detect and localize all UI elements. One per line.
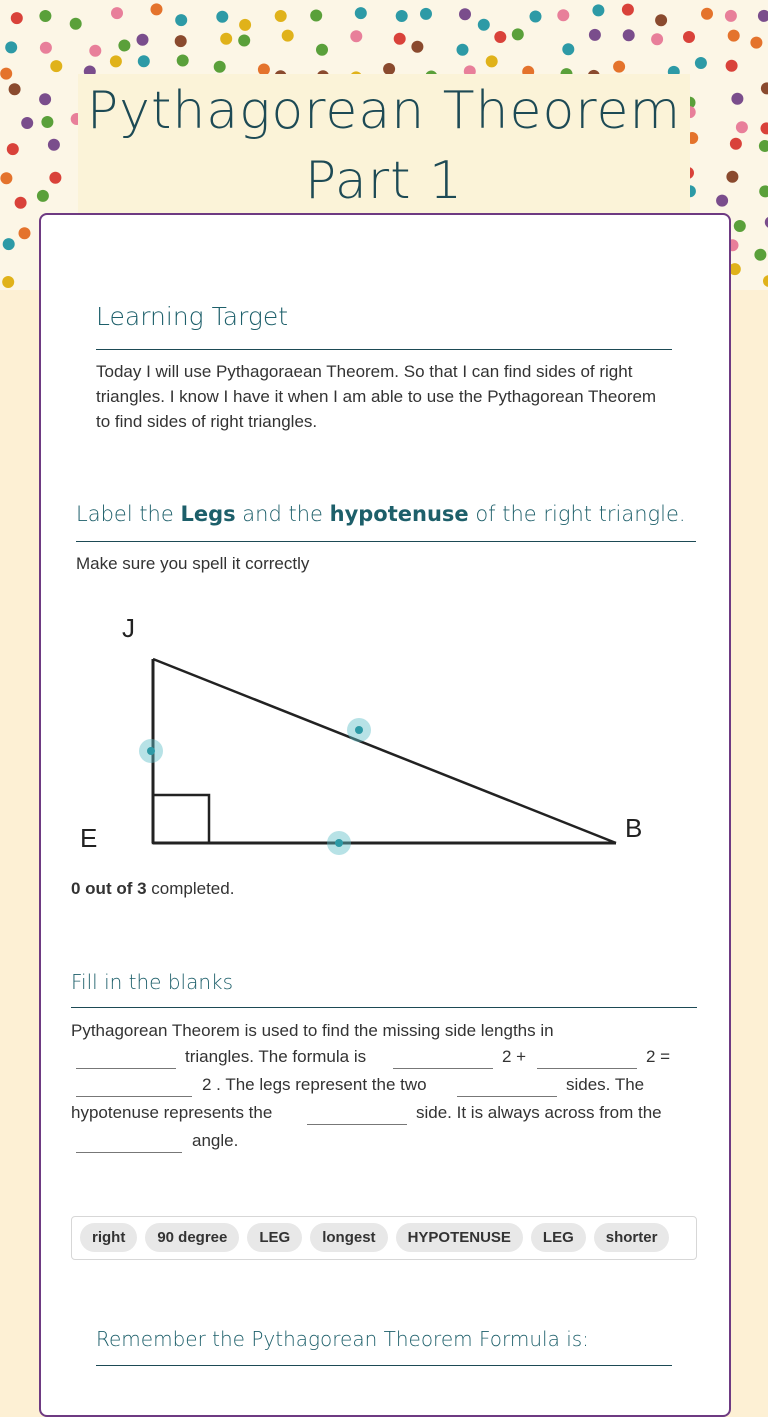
decorative-dot — [89, 45, 101, 57]
word-chip-longest[interactable]: longest — [310, 1223, 387, 1252]
decorative-dot — [9, 83, 21, 95]
decorative-dot — [5, 41, 17, 53]
decorative-dot — [2, 276, 14, 288]
fill-blanks-heading: Fill in the blanks — [71, 970, 233, 994]
decorative-dot — [512, 28, 524, 40]
title-line-1: Pythagorean Theorem — [78, 76, 690, 146]
decorative-dot — [557, 9, 569, 21]
blank-3[interactable] — [537, 1050, 637, 1069]
decorative-dot — [40, 42, 52, 54]
label-hotspot-vertical-leg[interactable] — [139, 739, 163, 763]
divider — [96, 1365, 672, 1366]
decorative-dot — [716, 195, 728, 207]
decorative-dot — [457, 44, 469, 56]
blank-6[interactable] — [307, 1106, 407, 1125]
word-chip-leg[interactable]: LEG — [531, 1223, 586, 1252]
fill-text-segment: sides. The — [566, 1072, 644, 1097]
decorative-dot — [494, 31, 506, 43]
fill-text-segment: side. It is always across from the — [416, 1100, 662, 1125]
decorative-dot — [728, 30, 740, 42]
decorative-dot — [530, 11, 542, 23]
decorative-dot — [613, 61, 625, 73]
decorative-dot — [683, 31, 695, 43]
decorative-dot — [37, 190, 49, 202]
blank-1[interactable] — [76, 1050, 176, 1069]
decorative-dot — [350, 30, 362, 42]
decorative-dot — [730, 138, 742, 150]
hypotenuse-jb — [153, 659, 616, 843]
decorative-dot — [734, 220, 746, 232]
decorative-dot — [562, 43, 574, 55]
decorative-dot — [177, 55, 189, 67]
learning-target-text: Today I will use Pythagoraean Theorem. So that I can find sides of right triangles. I know I have it when I am able to use the Pythagorean Theorem to find sides of right triangles. — [96, 359, 666, 434]
decorative-dot — [111, 7, 123, 19]
decorative-dot — [731, 93, 743, 105]
decorative-dot — [7, 143, 19, 155]
decorative-dot — [316, 44, 328, 56]
decorative-dot — [754, 249, 766, 261]
label-instruction: Make sure you spell it correctly — [76, 551, 309, 576]
page-title — [78, 76, 690, 216]
decorative-dot — [41, 116, 53, 128]
word-chip-shorter[interactable]: shorter — [594, 1223, 670, 1252]
decorative-dot — [396, 10, 408, 22]
decorative-dot — [0, 172, 12, 184]
decorative-dot — [21, 117, 33, 129]
progress-text: 0 out of 3 completed. — [71, 876, 234, 901]
decorative-dot — [39, 93, 51, 105]
blank-2[interactable] — [393, 1050, 493, 1069]
decorative-dot — [15, 197, 27, 209]
decorative-dot — [275, 10, 287, 22]
decorative-dot — [622, 4, 634, 16]
decorative-dot — [478, 19, 490, 31]
vertex-e-label: E — [80, 823, 97, 853]
fill-text-segment: 2 = — [646, 1044, 670, 1069]
right-angle-marker — [153, 795, 209, 843]
decorative-dot — [750, 37, 762, 49]
word-chip-right[interactable]: right — [80, 1223, 137, 1252]
decorative-dot — [220, 33, 232, 45]
vertex-b-label: B — [625, 813, 642, 843]
decorative-dot — [175, 14, 187, 26]
decorative-dot — [486, 55, 498, 67]
decorative-dot — [19, 227, 31, 239]
decorative-dot — [138, 55, 150, 67]
decorative-dot — [11, 12, 23, 24]
decorative-dot — [761, 82, 768, 94]
decorative-dot — [459, 8, 471, 20]
decorative-dot — [355, 7, 367, 19]
decorative-dot — [763, 275, 768, 287]
decorative-dot — [651, 33, 663, 45]
fill-text-segment: hypotenuse represents the — [71, 1100, 272, 1125]
decorative-dot — [310, 10, 322, 22]
fill-text-segment: triangles. The formula is — [185, 1044, 366, 1069]
word-chip-90-degree[interactable]: 90 degree — [145, 1223, 239, 1252]
word-bank — [71, 1216, 697, 1260]
divider — [71, 1007, 697, 1008]
decorative-dot — [48, 139, 60, 151]
decorative-dot — [282, 30, 294, 42]
decorative-dot — [3, 238, 15, 250]
decorative-dot — [239, 19, 251, 31]
decorative-dot — [49, 172, 61, 184]
decorative-dot — [759, 140, 768, 152]
decorative-dot — [589, 29, 601, 41]
decorative-dot — [759, 185, 768, 197]
decorative-dot — [726, 60, 738, 72]
decorative-dot — [151, 3, 163, 15]
decorative-dot — [118, 40, 130, 52]
decorative-dot — [110, 55, 122, 67]
decorative-dot — [70, 18, 82, 30]
decorative-dot — [411, 41, 423, 53]
decorative-dot — [137, 34, 149, 46]
word-chip-leg[interactable]: LEG — [247, 1223, 302, 1252]
blank-4[interactable] — [76, 1078, 192, 1097]
divider — [96, 349, 672, 350]
decorative-dot — [726, 171, 738, 183]
decorative-dot — [0, 68, 12, 80]
decorative-dot — [216, 11, 228, 23]
label-hotspot-hypotenuse[interactable] — [347, 718, 371, 742]
decorative-dot — [39, 10, 51, 22]
decorative-dot — [758, 10, 768, 22]
blank-7[interactable] — [76, 1134, 182, 1153]
title-line-2: Part 1 — [78, 146, 690, 216]
triangle-diagram — [70, 605, 670, 865]
decorative-dot — [655, 14, 667, 26]
decorative-dot — [623, 29, 635, 41]
decorative-dot — [761, 122, 768, 134]
fill-text-segment: angle. — [192, 1128, 238, 1153]
decorative-dot — [238, 35, 250, 47]
hypotenuse-keyword: hypotenuse — [330, 502, 469, 526]
decorative-dot — [592, 4, 604, 16]
learning-target-heading: Learning Target — [96, 302, 288, 331]
decorative-dot — [695, 57, 707, 69]
legs-keyword: Legs — [180, 502, 235, 526]
label-hotspot-horizontal-leg[interactable] — [327, 831, 351, 855]
vertex-j-label: J — [122, 613, 135, 643]
decorative-dot — [50, 60, 62, 72]
word-chip-hypotenuse[interactable]: HYPOTENUSE — [396, 1223, 523, 1252]
fill-text-segment: 2 + — [502, 1044, 526, 1069]
blank-5[interactable] — [457, 1078, 557, 1097]
fill-text-segment: 2 . The legs represent the two — [202, 1072, 427, 1097]
decorative-dot — [394, 33, 406, 45]
decorative-dot — [214, 61, 226, 73]
decorative-dot — [701, 8, 713, 20]
fill-text-line-1: Pythagorean Theorem is used to find the missing side lengths in — [71, 1018, 554, 1043]
divider — [76, 541, 696, 542]
decorative-dot — [736, 121, 748, 133]
decorative-dot — [420, 8, 432, 20]
decorative-dot — [725, 10, 737, 22]
label-heading: Label the Legs and the hypotenuse of the right triangle. — [76, 502, 686, 526]
formula-heading: Remember the Pythagorean Theorem Formula is: — [96, 1327, 589, 1351]
decorative-dot — [175, 35, 187, 47]
